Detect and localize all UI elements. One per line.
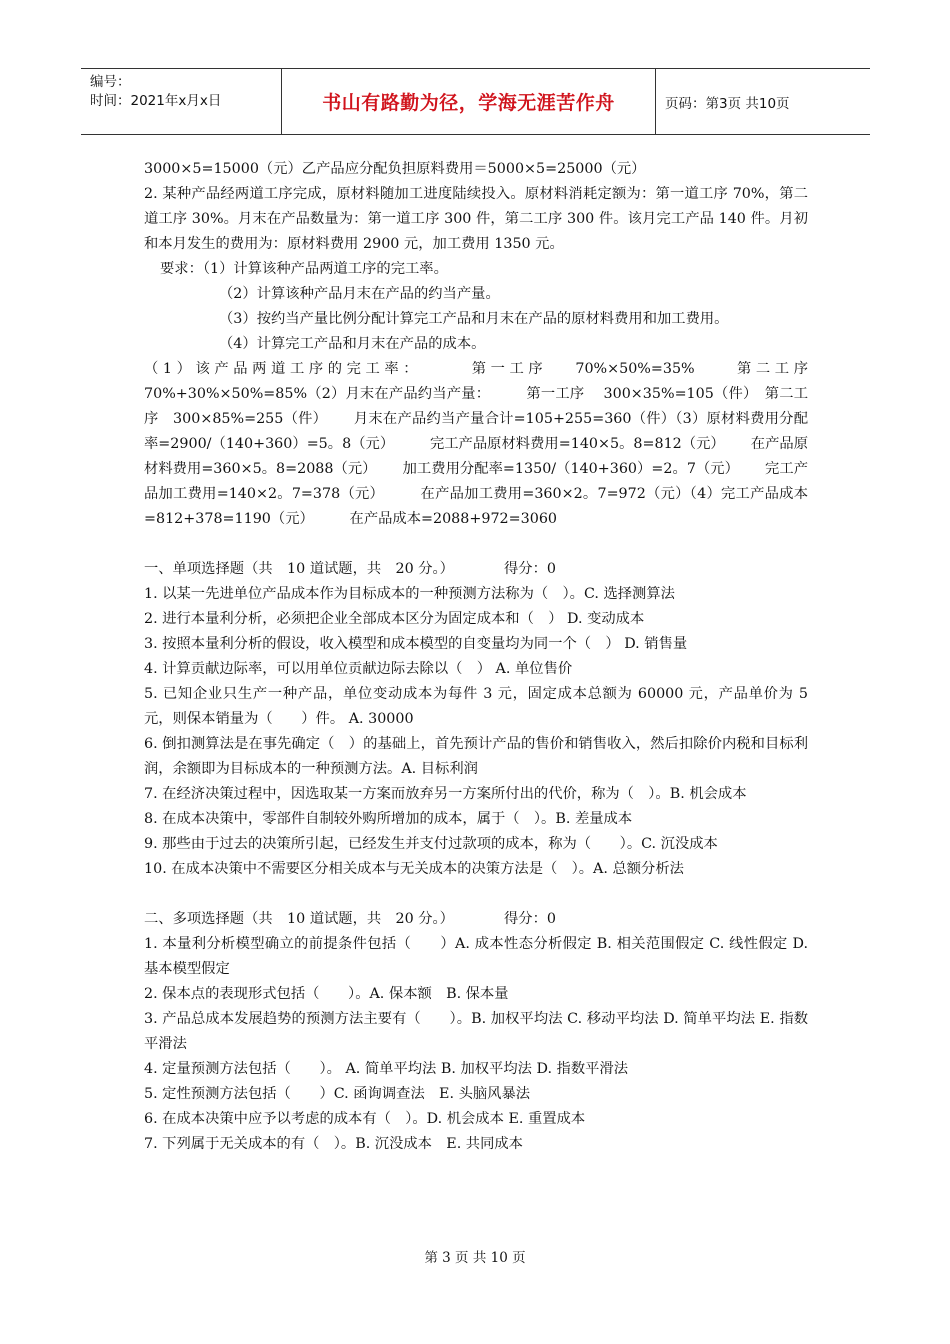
page-header <box>81 68 870 135</box>
question-item: 9. 那些由于过去的决策所引起，已经发生并支付过款项的成本，称为（ ）。C. 沉没成本 <box>144 836 718 852</box>
spacer <box>144 882 808 907</box>
header-motto: 书山有路勤为径，学海无涯苦作舟 <box>322 92 615 114</box>
question-item: 3. 按照本量利分析的假设，收入模型和成本模型的自变量均为同一个（ ） D. 销售量 <box>144 636 688 652</box>
question-item: 10. 在成本决策中不需要区分相关成本与无关成本的决策方法是（ ）。A. 总额分析法 <box>144 861 684 877</box>
answer-paragraph: （1）该产品两道工序的完工率： 第一工序 70%×50%=35% 第二工序 70%+30%×50%=85%（2）月末在产品约当产量： 第一工序 300×35%=105（件） 第二工序 300×85%=255（件） 月末在产品约当产量合计=105+255=360（件）（3）原材料费用分配率=2900/（140+360）=5。8（元） 完工产品原材料费用=140×5。8=812（元） 在产品原材料费用=360×5。8=2088（元） 加工费用分配率=1350/（140+360）=2。7（元） 完工产品加工费用=140×2。7=378（元） 在产品加工费用=360×2。7=972（元）（4）完工产品成本=812+378=1190（元） 在产品成本=2088+972=3060 <box>144 361 823 527</box>
page-content <box>144 157 823 1157</box>
question-item: 7. 在经济决策过程中，因选取某一方案而放弃另一方案所付出的代价，称为（ ）。B. 机会成本 <box>144 786 747 802</box>
question-item: 1. 本量利分析模型确立的前提条件包括（ ）A. 成本性态分析假定 B. 相关范围假定 C. 线性假定 D. 基本模型假定 <box>144 936 808 977</box>
question-item: 2. 保本点的表现形式包括（ ）。A. 保本额 B. 保本量 <box>144 986 509 1002</box>
question-item: 3. 产品总成本发展趋势的预测方法主要有（ ）。B. 加权平均法 C. 移动平均法 D. 简单平均法 E. 指数平滑法 <box>144 1011 808 1052</box>
requirement-item: （3）按约当产量比例分配计算完工产品和月末在产品的原材料费用和加工费用。 <box>219 311 729 327</box>
problem-statement: 2. 某种产品经两道工序完成，原材料随加工进度陆续投入。原材料消耗定额为：第一道工序 70%，第二道工序 30%。月末在产品数量为：第一道工序 300 件，第二工序 300 件。该月完工产品 140 件。月初和本月发生的费用为：原材料费用 2900 元，加工费用 1350 元。 <box>144 186 808 252</box>
requirement-item: （2）计算该种产品月末在产品的约当产量。 <box>219 286 500 302</box>
question-item: 4. 计算贡献边际率，可以用单位贡献边际去除以（ ） A. 单位售价 <box>144 661 573 677</box>
spacer <box>144 532 808 557</box>
requirement-item: 要求：（1）计算该种产品两道工序的完工率。 <box>160 261 448 277</box>
document-date: 时间：2021年x月x日 <box>90 93 222 109</box>
header-divider <box>655 69 656 134</box>
section-title-multiple-choice: 二、多项选择题（共 10 道试题，共 20 分。） 得分：0 <box>144 911 556 927</box>
question-item: 4. 定量预测方法包括（ ）。 A. 简单平均法 B. 加权平均法 D. 指数平滑法 <box>144 1061 629 1077</box>
header-page-number: 页码：第3页 共10页 <box>665 95 790 112</box>
question-item: 5. 已知企业只生产一种产品，单位变动成本为每件 3 元，固定成本总额为 60000 元，产品单价为 5 元，则保本销量为（ ）件。 A. 30000 <box>144 686 808 727</box>
paragraph: 3000×5=15000（元）乙产品应分配负担原料费用＝5000×5=25000（元） <box>144 161 646 177</box>
header-meta <box>90 73 280 111</box>
question-item: 2. 进行本量利分析，必须把企业全部成本区分为固定成本和（ ） D. 变动成本 <box>144 611 645 627</box>
question-item: 6. 倒扣测算法是在事先确定（ ）的基础上，首先预计产品的售价和销售收入，然后扣除价内税和目标利润，余额即为目标成本的一种预测方法。A. 目标利润 <box>144 736 808 777</box>
document-number: 编号： <box>90 74 131 90</box>
question-item: 8. 在成本决策中，零部件自制较外购所增加的成本，属于（ ）。B. 差量成本 <box>144 811 633 827</box>
requirement-item: （4）计算完工产品和月末在产品的成本。 <box>219 336 486 352</box>
page-footer: 第 3 页 共 10 页 <box>424 1250 526 1266</box>
question-item: 6. 在成本决策中应予以考虑的成本有（ ）。D. 机会成本 E. 重置成本 <box>144 1111 586 1127</box>
question-item: 1. 以某一先进单位产品成本作为目标成本的一种预测方法称为（ ）。C. 选择测算法 <box>144 586 675 602</box>
question-item: 7. 下列属于无关成本的有（ ）。B. 沉没成本 E. 共同成本 <box>144 1136 523 1152</box>
question-item: 5. 定性预测方法包括（ ）C. 函询调查法 E. 头脑风暴法 <box>144 1086 531 1102</box>
section-title-single-choice: 一、单项选择题（共 10 道试题，共 20 分。） 得分：0 <box>144 561 556 577</box>
